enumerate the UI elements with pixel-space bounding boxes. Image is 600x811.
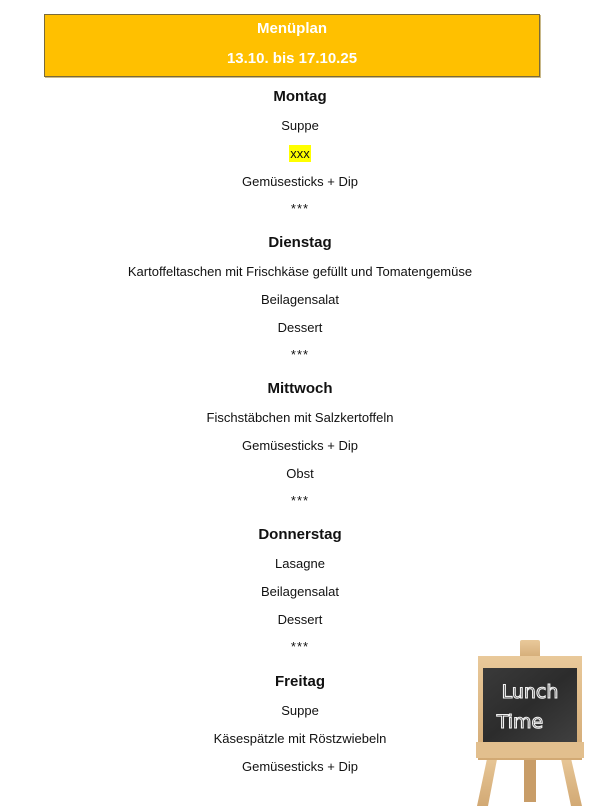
menu-item: Suppe — [281, 703, 319, 718]
menu-item: Gemüsesticks + Dip — [242, 174, 358, 189]
menu-item: Beilagensalat — [260, 292, 340, 307]
placeholder-highlight: xxx — [290, 146, 310, 161]
day-title-donnerstag: Donnerstag — [258, 526, 342, 543]
menu-item: Beilagensalat — [260, 584, 340, 599]
day-title-dienstag: Dienstag — [268, 234, 332, 251]
menu-item: Obst — [286, 466, 314, 481]
day-title-montag: Montag — [273, 88, 327, 105]
menu-item: Käsespätzle mit Röstzwiebeln — [213, 731, 387, 746]
menu-item: Fischstäbchen mit Salzkertoffeln — [206, 410, 394, 425]
chalk-text-lunch: Lunch — [501, 681, 559, 703]
menu-date-range: 13.10. bis 17.10.25 — [226, 50, 358, 67]
day-title-mittwoch: Mittwoch — [267, 380, 333, 397]
menu-item: Suppe — [281, 118, 319, 133]
menu-item: Dessert — [277, 320, 323, 335]
menu-item: Kartoffeltaschen mit Frischkäse gefüllt und Tomatengemüse — [127, 264, 473, 279]
day-separator: *** — [290, 493, 310, 508]
menu-item: Lasagne — [275, 556, 325, 571]
day-separator: *** — [290, 639, 310, 654]
day-separator: *** — [290, 347, 310, 362]
menu-item: Gemüsesticks + Dip — [242, 438, 358, 453]
chalk-text-time: Time — [496, 711, 544, 733]
menu-item-highlighted — [0, 146, 600, 162]
menu-item: Gemüsesticks + Dip — [242, 759, 358, 774]
day-separator: *** — [290, 201, 310, 216]
menu-title: Menüplan — [257, 20, 327, 37]
menu-header-banner — [44, 14, 540, 77]
menu-item: Dessert — [277, 612, 323, 627]
day-title-freitag: Freitag — [274, 673, 325, 690]
lunch-time-chalkboard-image — [474, 636, 588, 808]
